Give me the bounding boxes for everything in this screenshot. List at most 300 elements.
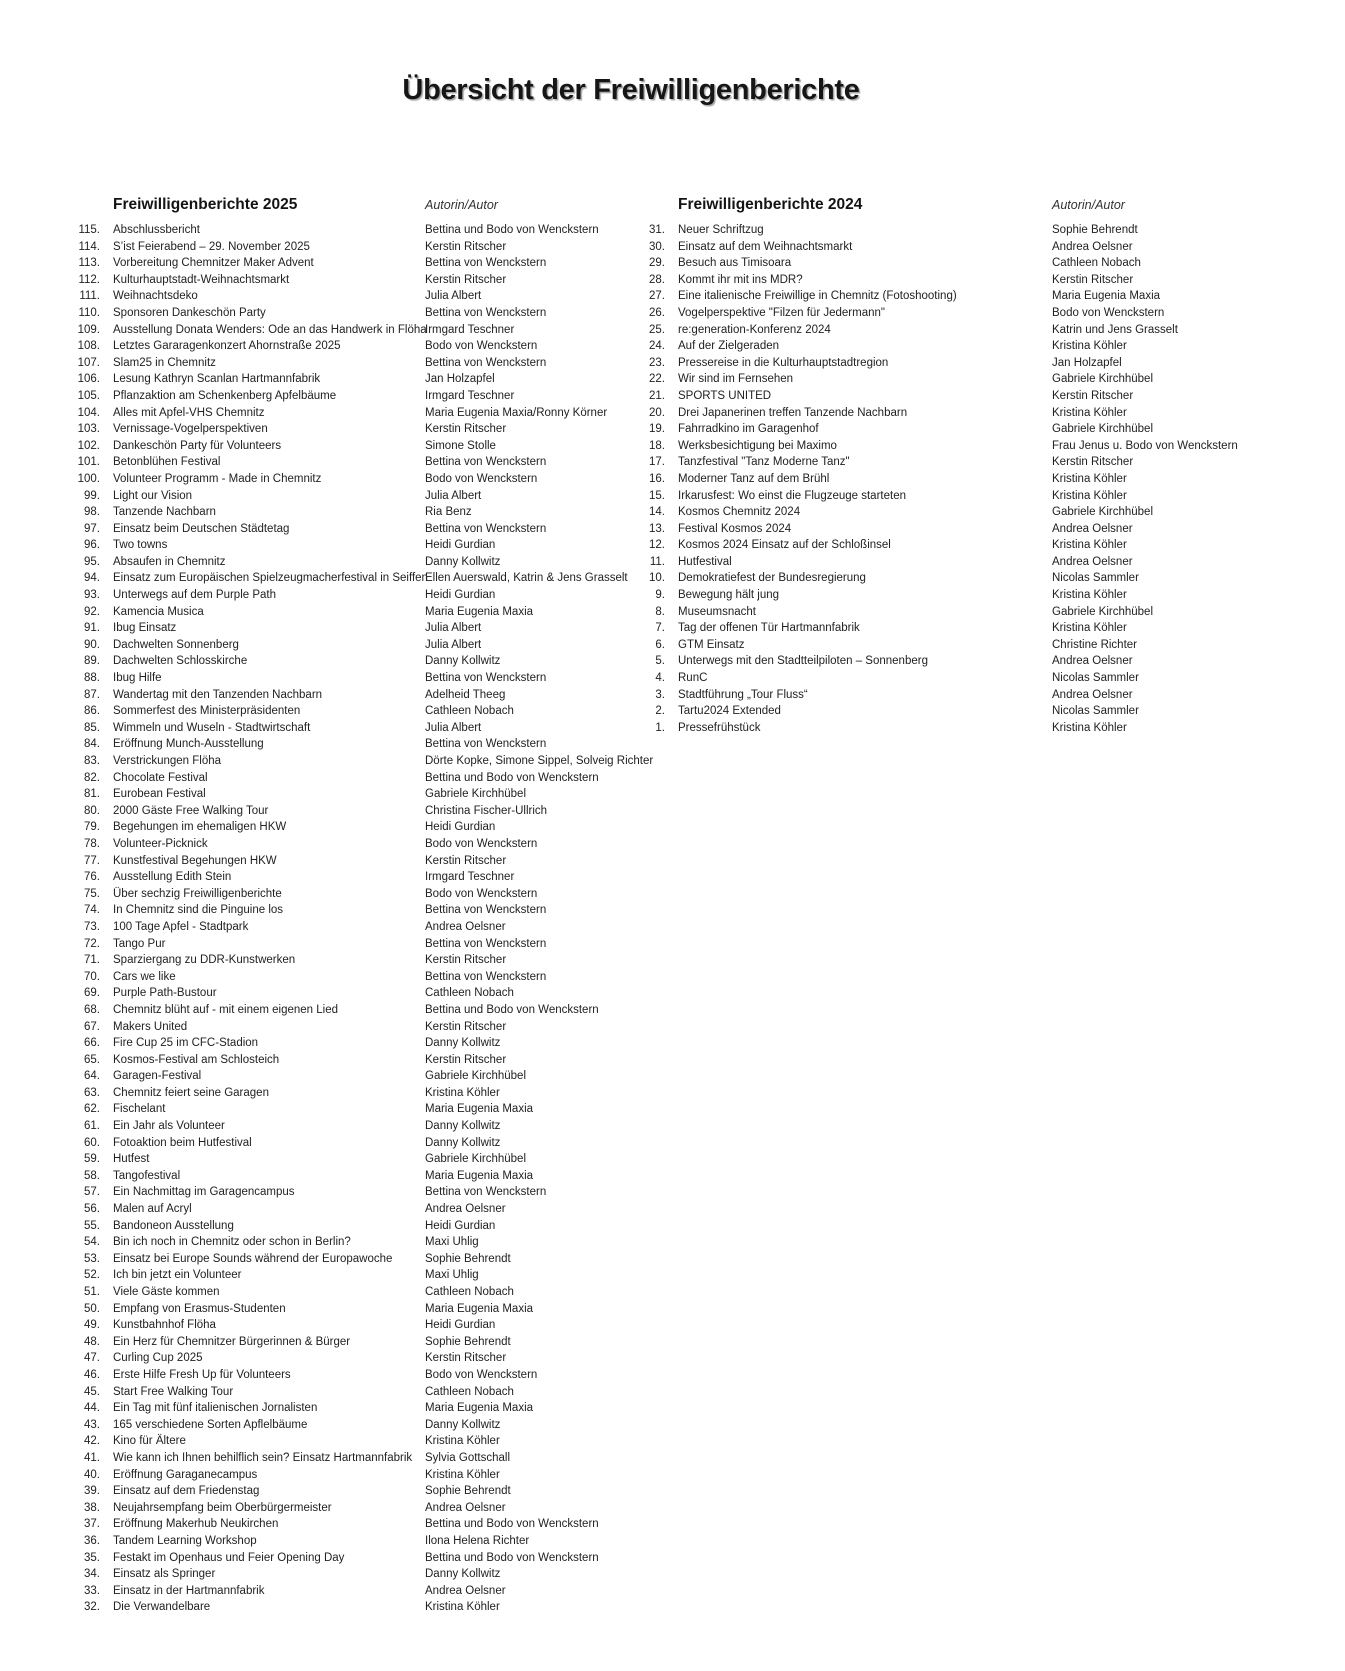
report-title: RunC [678, 672, 708, 685]
report-number: 46. [84, 1368, 100, 1381]
report-author: Bodo von Wenckstern [425, 1368, 538, 1381]
report-author: Andrea Oelsner [425, 1203, 506, 1216]
report-number: 23. [649, 356, 665, 369]
report-number: 78. [84, 837, 100, 850]
report-number: 97. [84, 522, 100, 535]
report-title: Kulturhauptstadt-Weihnachtsmarkt [113, 273, 290, 286]
report-title: Pressefrühstück [678, 721, 761, 734]
report-author: Irmgard Teschner [425, 323, 515, 336]
report-number: 9. [655, 589, 665, 602]
report-number: 41. [84, 1451, 100, 1464]
report-number: 64. [84, 1070, 100, 1083]
report-number: 87. [84, 688, 100, 701]
report-title: Demokratiefest der Bundesregierung [678, 572, 866, 585]
report-title: Chemnitz blüht auf - mit einem eigenen Lied [113, 1003, 339, 1016]
report-author: Kristina Köhler [1052, 489, 1127, 502]
report-title: Slam25 in Chemnitz [113, 356, 216, 369]
report-number: 69. [84, 987, 100, 1000]
report-title: Tandem Learning Workshop [113, 1534, 257, 1547]
report-number: 73. [84, 920, 100, 933]
report-number: 24. [649, 340, 665, 353]
report-title: Einsatz als Springer [113, 1568, 216, 1581]
report-title: Dachwelten Sonnenberg [113, 638, 239, 651]
report-number: 101. [77, 456, 100, 469]
report-author: Andrea Oelsner [1052, 655, 1133, 668]
report-author: Kerstin Ritscher [425, 1352, 507, 1365]
report-title: Ibug Hilfe [113, 672, 162, 685]
report-author: Kristina Köhler [1052, 622, 1127, 635]
report-author: Kristina Köhler [1052, 721, 1127, 734]
report-author: Bodo von Wenckstern [425, 887, 538, 900]
report-title: Eine italienische Freiwillige in Chemnitz (Fotoshooting) [678, 290, 957, 303]
report-title: Bin ich noch in Chemnitz oder schon in Berlin? [113, 1236, 351, 1249]
report-title: Kosmos-Festival am Schlosteich [113, 1053, 280, 1066]
report-number: 80. [84, 804, 100, 817]
report-title: Chemnitz feiert seine Garagen [113, 1086, 269, 1099]
report-number: 10. [649, 572, 665, 585]
report-author: Irmgard Teschner [425, 871, 515, 884]
report-number: 112. [78, 273, 100, 286]
report-title: Fotoaktion beim Hutfestival [113, 1136, 252, 1149]
report-author: Kristina Köhler [1052, 406, 1127, 419]
report-number: 98. [84, 506, 100, 519]
report-title: Kino für Ältere [113, 1435, 186, 1448]
report-author: Sylvia Gottschall [425, 1451, 511, 1464]
report-number: 18. [649, 439, 665, 452]
report-author: Kristina Köhler [1052, 340, 1127, 353]
report-title: Unterwegs auf dem Purple Path [113, 589, 277, 602]
report-author: Sophie Behrendt [1052, 224, 1138, 236]
report-number: 104. [77, 406, 100, 419]
report-number: 4. [655, 672, 665, 685]
report-number: 63. [84, 1086, 100, 1099]
report-title: Fahrradkino im Garagenhof [678, 423, 819, 436]
report-author: Cathleen Nobach [425, 1286, 514, 1298]
report-author: Christina Fischer-Ullrich [425, 804, 548, 817]
report-title: Werksbesichtigung bei Maximo [678, 439, 837, 452]
report-number: 109. [77, 323, 100, 336]
report-number: 96. [84, 539, 100, 552]
report-title: Über sechzig Freiwilligenberichte [113, 887, 282, 900]
report-number: 60. [84, 1136, 100, 1149]
report-author: Jan Holzapfel [1052, 356, 1122, 369]
report-title: Kunstbahnhof Flöha [113, 1319, 216, 1332]
report-title: Viele Gäste kommen [113, 1286, 220, 1298]
report-author: Maria Eugenia Maxia [425, 1302, 534, 1315]
report-title: Absaufen in Chemnitz [113, 555, 226, 568]
report-title: Kunstfestival Begehungen HKW [113, 854, 277, 867]
report-number: 114. [78, 240, 100, 253]
report-author: Kerstin Ritscher [1052, 389, 1134, 402]
report-title: Ein Tag mit fünf italienischen Jornalisten [113, 1402, 318, 1415]
report-author: Julia Albert [425, 721, 482, 734]
report-number: 32. [84, 1601, 100, 1614]
report-author: Bettina von Wenckstern [425, 904, 547, 917]
report-author: Kristina Köhler [425, 1086, 500, 1099]
report-number: 95. [84, 555, 100, 568]
report-author: Kerstin Ritscher [425, 1053, 507, 1066]
report-author: Maria Eugenia Maxia/Ronny Körner [425, 406, 608, 419]
report-title: Einsatz beim Deutschen Städtetag [113, 522, 290, 535]
report-author: Sophie Behrendt [425, 1252, 511, 1265]
report-number: 66. [84, 1037, 100, 1050]
report-title: Kamencia Musica [113, 605, 204, 618]
report-author: Maxi Uhlig [425, 1236, 479, 1249]
report-number: 91. [84, 622, 100, 635]
report-author: Julia Albert [425, 638, 482, 651]
report-author: Gabriele Kirchhübel [425, 1070, 527, 1083]
report-number: 88. [84, 672, 100, 685]
report-title: Neujahrsempfang beim Oberbürgermeister [113, 1501, 332, 1514]
report-number: 35. [84, 1551, 100, 1564]
report-title: Pressereise in die Kulturhauptstadtregion [678, 356, 889, 369]
report-number: 84. [84, 738, 100, 751]
report-author: Ellen Auerswald, Katrin & Jens Grasselt [425, 572, 628, 585]
report-number: 75. [84, 887, 100, 900]
report-author: Christine Richter [1052, 638, 1137, 651]
report-title: Lesung Kathryn Scanlan Hartmannfabrik [113, 373, 321, 386]
report-author: Maria Eugenia Maxia [425, 1169, 534, 1182]
report-title: Hutfest [113, 1153, 150, 1166]
report-number: 8. [655, 605, 665, 618]
report-title: Tartu2024 Extended [678, 705, 781, 718]
report-author: Danny Kollwitz [425, 655, 501, 668]
report-number: 1. [655, 721, 665, 734]
report-title: Malen auf Acryl [113, 1203, 192, 1216]
report-title: Abschlussbericht [113, 224, 200, 236]
report-author: Andrea Oelsner [1052, 555, 1133, 568]
report-author: Bodo von Wenckstern [425, 837, 538, 850]
report-author: Kerstin Ritscher [425, 1020, 507, 1033]
report-number: 49. [84, 1319, 100, 1332]
report-number: 22. [649, 373, 665, 386]
report-author: Maria Eugenia Maxia [1052, 290, 1161, 303]
report-author: Kristina Köhler [1052, 472, 1127, 485]
report-author: Sophie Behrendt [425, 1485, 511, 1498]
report-number: 111. [79, 290, 100, 303]
report-author: Maria Eugenia Maxia [425, 1103, 534, 1116]
report-title: Vernissage-Vogelperspektiven [113, 423, 268, 436]
report-author: Irmgard Teschner [425, 389, 515, 402]
report-number: 70. [84, 970, 100, 983]
report-number: 16. [649, 472, 665, 485]
report-title: Irkarusfest: Wo einst die Flugzeuge starteten [678, 489, 906, 502]
report-title: Tangofestival [113, 1169, 181, 1182]
report-title: Sommerfest des Ministerpräsidenten [113, 705, 301, 718]
report-title: Eurobean Festival [113, 788, 206, 801]
report-number: 36. [84, 1534, 100, 1547]
report-author: Sophie Behrendt [425, 1335, 511, 1348]
report-title: Ein Jahr als Volunteer [113, 1120, 225, 1133]
author-heading: Autorin/Autor [1052, 198, 1125, 212]
report-number: 40. [84, 1468, 100, 1481]
report-title: Museumsnacht [678, 605, 756, 618]
report-title: Moderner Tanz auf dem Brühl [678, 472, 830, 485]
report-number: 100. [77, 472, 100, 485]
report-title: Letztes Gararagenkonzert Ahornstraße 2025 [113, 340, 341, 353]
report-number: 15. [649, 489, 665, 502]
report-number: 106. [77, 373, 100, 386]
report-number: 34. [84, 1568, 100, 1581]
report-title: GTM Einsatz [678, 638, 745, 651]
report-author: Bodo von Wenckstern [425, 472, 538, 485]
report-title: 100 Tage Apfel - Stadtpark [113, 920, 249, 933]
report-title: Eröffnung Makerhub Neukirchen [113, 1518, 279, 1531]
report-author: Gabriele Kirchhübel [1052, 506, 1154, 519]
report-number: 31. [649, 224, 665, 236]
report-title: Wandertag mit den Tanzenden Nachbarn [113, 688, 323, 701]
report-title: 165 verschiedene Sorten Apflelbäume [113, 1418, 308, 1431]
report-title: Hutfestival [678, 555, 732, 568]
report-author: Kerstin Ritscher [425, 273, 507, 286]
report-number: 102. [77, 439, 100, 452]
report-author: Julia Albert [425, 622, 482, 635]
report-number: 57. [84, 1186, 100, 1199]
report-number: 67. [84, 1020, 100, 1033]
report-author: Cathleen Nobach [425, 1385, 514, 1398]
report-author: Bettina von Wenckstern [425, 672, 547, 685]
report-title: Fischelant [113, 1103, 166, 1116]
report-author: Gabriele Kirchhübel [1052, 423, 1154, 436]
report-title: Tag der offenen Tür Hartmannfabrik [678, 622, 860, 635]
report-author: Bettina von Wenckstern [425, 306, 547, 319]
report-author: Bettina und Bodo von Wenckstern [425, 224, 599, 236]
report-number: 50. [84, 1302, 100, 1315]
report-title: Einsatz in der Hartmannfabrik [113, 1584, 265, 1597]
report-author: Cathleen Nobach [1052, 257, 1141, 270]
report-author: Heidi Gurdian [425, 539, 496, 552]
report-author: Bodo von Wenckstern [1052, 306, 1165, 319]
report-number: 83. [84, 755, 100, 767]
report-title: Ibug Einsatz [113, 622, 177, 635]
report-author: Kerstin Ritscher [425, 854, 507, 867]
report-author: Heidi Gurdian [425, 589, 496, 602]
report-number: 76. [84, 871, 100, 884]
report-number: 52. [84, 1269, 100, 1282]
report-author: Danny Kollwitz [425, 555, 501, 568]
report-number: 39. [84, 1485, 100, 1498]
report-number: 92. [84, 605, 100, 618]
report-title: In Chemnitz sind die Pinguine los [113, 904, 284, 917]
report-number: 94. [84, 572, 100, 585]
report-author: Andrea Oelsner [425, 920, 506, 933]
report-author: Danny Kollwitz [425, 1120, 501, 1133]
report-number: 55. [84, 1219, 100, 1232]
report-number: 71. [84, 954, 100, 967]
report-number: 54. [84, 1236, 100, 1249]
report-author: Bettina von Wenckstern [425, 456, 547, 469]
report-title: Festakt im Openhaus und Feier Opening Day [113, 1551, 345, 1564]
report-number: 13. [649, 522, 665, 535]
report-title: Sponsoren Dankeschön Party [113, 306, 266, 319]
report-author: Kerstin Ritscher [425, 240, 507, 253]
report-number: 90. [84, 638, 100, 651]
report-number: 74. [84, 904, 100, 917]
report-number: 47. [84, 1352, 100, 1365]
report-number: 5. [655, 655, 665, 668]
report-author: Jan Holzapfel [425, 373, 495, 386]
report-number: 20. [649, 406, 665, 419]
report-title: Stadtführung „Tour Fluss“ [678, 688, 808, 701]
report-number: 28. [649, 273, 665, 286]
report-number: 107. [77, 356, 100, 369]
report-number: 59. [84, 1153, 100, 1166]
report-title: Eröffnung Munch-Ausstellung [113, 738, 264, 751]
report-title: re:generation-Konferenz 2024 [678, 323, 831, 336]
report-title: Curling Cup 2025 [113, 1352, 203, 1365]
report-title: Pflanzaktion am Schenkenberg Apfelbäume [113, 389, 337, 402]
report-title: Verstrickungen Flöha [113, 755, 222, 767]
report-author: Kristina Köhler [1052, 589, 1127, 602]
report-author: Frau Jenus u. Bodo von Wenckstern [1052, 439, 1238, 452]
report-author: Bodo von Wenckstern [425, 340, 538, 353]
report-author: Heidi Gurdian [425, 1319, 496, 1332]
report-author: Maria Eugenia Maxia [425, 1402, 534, 1415]
report-author: Cathleen Nobach [425, 987, 514, 1000]
report-author: Bettina und Bodo von Wenckstern [425, 1518, 599, 1531]
report-author: Nicolas Sammler [1052, 572, 1139, 585]
report-title: Kommt ihr mit ins MDR? [678, 273, 803, 286]
report-title: Wie kann ich Ihnen behilflich sein? Einsatz Hartmannfabrik [113, 1451, 413, 1464]
report-title: Die Verwandelbare [113, 1601, 211, 1614]
report-number: 17. [649, 456, 665, 469]
report-title: Erste Hilfe Fresh Up für Volunteers [113, 1368, 291, 1381]
report-title: Makers United [113, 1020, 188, 1033]
report-title: Dachwelten Schlosskirche [113, 655, 248, 668]
report-author: Maria Eugenia Maxia [425, 605, 534, 618]
report-author: Kerstin Ritscher [1052, 456, 1134, 469]
report-number: 115. [78, 224, 100, 236]
report-number: 77. [84, 854, 100, 867]
report-title: Kosmos Chemnitz 2024 [678, 506, 801, 519]
report-number: 86. [84, 705, 100, 718]
report-author: Heidi Gurdian [425, 821, 496, 834]
report-number: 11. [649, 555, 665, 568]
report-number: 37. [84, 1518, 100, 1531]
report-title: Festival Kosmos 2024 [678, 522, 792, 535]
report-author: Danny Kollwitz [425, 1136, 501, 1149]
report-title: Betonblühen Festival [113, 456, 221, 469]
report-number: 26. [649, 306, 665, 319]
report-number: 12. [649, 539, 665, 552]
report-author: Danny Kollwitz [425, 1418, 501, 1431]
report-number: 25. [649, 323, 665, 336]
report-number: 21. [649, 389, 665, 402]
report-title: Chocolate Festival [113, 771, 208, 784]
report-author: Nicolas Sammler [1052, 672, 1139, 685]
report-title: Bandoneon Ausstellung [113, 1219, 234, 1232]
report-number: 45. [84, 1385, 100, 1398]
report-title: Einsatz bei Europe Sounds während der Europawoche [113, 1252, 393, 1265]
report-number: 110. [78, 306, 100, 319]
report-author: Bettina von Wenckstern [425, 937, 547, 950]
report-author: Gabriele Kirchhübel [425, 1153, 527, 1166]
report-title: Alles mit Apfel-VHS Chemnitz [113, 406, 265, 419]
report-number: 72. [84, 937, 100, 950]
report-title: Fire Cup 25 im CFC-Stadion [113, 1037, 259, 1050]
report-author: Kristina Köhler [425, 1468, 500, 1481]
report-title: Ein Herz für Chemnitzer Bürgerinnen & Bürger [113, 1335, 351, 1348]
report-author: Kristina Köhler [425, 1601, 500, 1614]
report-title: Drei Japanerinen treffen Tanzende Nachbarn [678, 406, 908, 419]
report-number: 113. [78, 257, 100, 270]
report-author: Kerstin Ritscher [1052, 273, 1134, 286]
report-number: 14. [649, 506, 665, 519]
report-title: Wir sind im Fernsehen [678, 373, 794, 386]
report-author: Andrea Oelsner [425, 1501, 506, 1514]
report-number: 65. [84, 1053, 100, 1066]
report-number: 79. [84, 821, 100, 834]
report-title: Tango Pur [113, 937, 166, 950]
report-title: Ich bin jetzt ein Volunteer [113, 1269, 242, 1282]
column-heading: Freiwilligenberichte 2025 [113, 196, 298, 213]
report-author: Gabriele Kirchhübel [1052, 605, 1154, 618]
report-author: Maxi Uhlig [425, 1269, 479, 1282]
report-number: 93. [84, 589, 100, 602]
report-author: Bettina von Wenckstern [425, 356, 547, 369]
report-number: 29. [649, 257, 665, 270]
report-author: Gabriele Kirchhübel [425, 788, 527, 801]
report-number: 27. [649, 290, 665, 303]
report-number: 2. [655, 705, 665, 718]
report-number: 43. [84, 1418, 100, 1431]
report-author: Julia Albert [425, 489, 482, 502]
report-number: 82. [84, 771, 100, 784]
report-title: Begehungen im ehemaligen HKW [113, 821, 287, 834]
report-author: Bettina und Bodo von Wenckstern [425, 1551, 599, 1564]
report-author: Andrea Oelsner [1052, 240, 1133, 253]
report-title: Sparziergang zu DDR-Kunstwerken [113, 954, 296, 967]
report-title: Unterwegs mit den Stadtteilpiloten – Sonnenberg [678, 655, 928, 668]
report-title: Ein Nachmittag im Garagencampus [113, 1186, 295, 1199]
report-number: 3. [655, 688, 665, 701]
report-title: Tanzfestival "Tanz Moderne Tanz" [678, 456, 850, 469]
report-title: Purple Path-Bustour [113, 987, 217, 1000]
report-title: Dankeschön Party für Volunteers [113, 439, 282, 452]
report-title: Auf der Zielgeraden [678, 340, 780, 353]
report-number: 99. [84, 489, 100, 502]
report-author: Kerstin Ritscher [425, 954, 507, 967]
report-number: 58. [84, 1169, 100, 1182]
report-title: Two towns [113, 539, 168, 552]
report-title: Empfang von Erasmus-Studenten [113, 1302, 286, 1315]
report-number: 61. [84, 1120, 100, 1133]
report-author: Danny Kollwitz [425, 1568, 501, 1581]
report-title: Kosmos 2024 Einsatz auf der Schloßinsel [678, 539, 891, 552]
report-author: Bettina von Wenckstern [425, 522, 547, 535]
report-number: 62. [84, 1103, 100, 1116]
report-number: 53. [84, 1252, 100, 1265]
report-title: Einsatz auf dem Friedenstag [113, 1485, 260, 1498]
report-author: Bettina von Wenckstern [425, 970, 547, 983]
report-number: 33. [84, 1584, 100, 1597]
report-number: 19. [649, 423, 665, 436]
report-number: 7. [655, 622, 665, 635]
report-title: Einsatz zum Europäischen Spielzeugmacherfestival in Seiffen [113, 572, 428, 585]
report-author: Kristina Köhler [1052, 539, 1127, 552]
report-title: Ausstellung Edith Stein [113, 871, 232, 884]
report-title: Volunteer Programm - Made in Chemnitz [113, 472, 322, 485]
report-title: Light our Vision [113, 489, 193, 502]
report-number: 108. [77, 340, 100, 353]
report-title: SPORTS UNITED [678, 389, 772, 402]
report-number: 30. [649, 240, 665, 253]
report-author: Bettina von Wenckstern [425, 1186, 547, 1199]
report-title: Tanzende Nachbarn [113, 506, 216, 519]
report-author: Andrea Oelsner [1052, 522, 1133, 535]
report-title: 2000 Gäste Free Walking Tour [113, 804, 269, 817]
report-author: Julia Albert [425, 290, 482, 303]
